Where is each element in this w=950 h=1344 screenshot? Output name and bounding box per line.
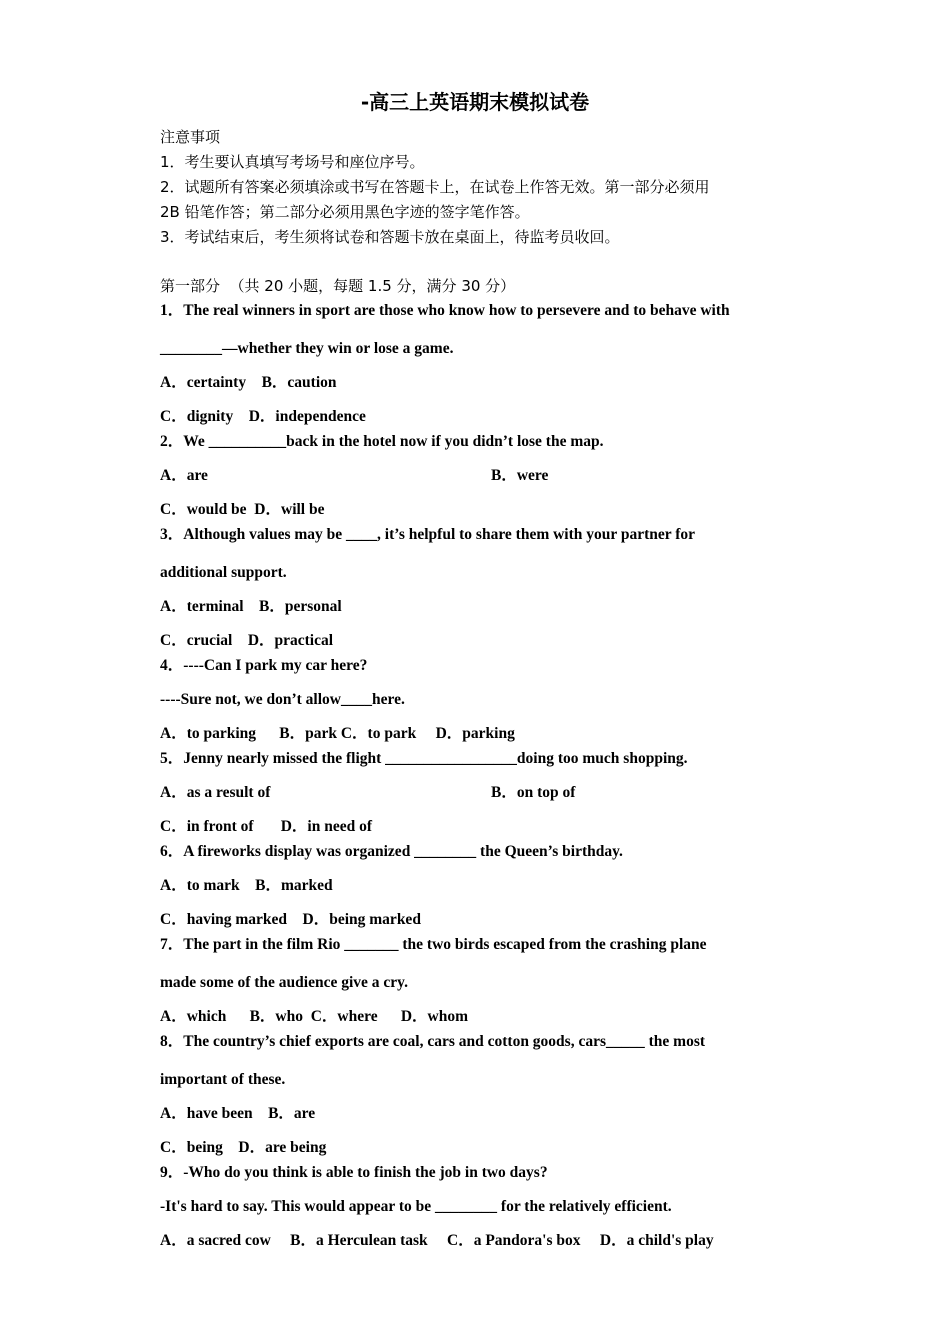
question-4-options: A．to parking B．park C．to park D．parking	[160, 725, 515, 742]
notice-line-4: 3．考试结束后，考生须将试卷和答题卡放在桌面上，待监考员收回。	[160, 228, 620, 246]
question-6-options-cd: C．having marked D．being marked	[160, 911, 421, 928]
question-7-options: A．which B．who C．where D．whom	[160, 1008, 469, 1025]
question-2-option-b: B．were	[491, 467, 549, 484]
question-4-stem: 4．----Can I park my car here?	[160, 657, 368, 674]
question-2-stem: 2．We __________back in the hotel now if you didn’t lose the map.	[160, 433, 604, 450]
question-2-option-a: A．are	[160, 467, 208, 484]
question-5-stem: 5．Jenny nearly missed the flight _________________doing too much shopping.	[160, 750, 688, 767]
question-3-stem-cont: additional support.	[160, 564, 287, 581]
question-5-option-b: B．on top of	[491, 784, 576, 801]
question-1-options-ab: A．certainty B．caution	[160, 374, 337, 391]
question-8-options-ab: A．have been B．are	[160, 1105, 316, 1122]
question-7-stem-cont: made some of the audience give a cry.	[160, 974, 408, 991]
question-4-stem-cont: ----Sure not, we don’t allow____here.	[160, 691, 405, 708]
question-8-options-cd: C．being D．are being	[160, 1139, 327, 1156]
question-9-options: A．a sacred cow B．a Herculean task C．a Pandora's box D．a child's play	[160, 1232, 714, 1249]
section-heading: 第一部分 （共 20 小题，每题 1.5 分，满分 30 分）	[160, 277, 516, 295]
question-7-stem: 7．The part in the film Rio _______ the two birds escaped from the crashing plane	[160, 936, 707, 953]
question-3-options-cd: C．crucial D．practical	[160, 632, 334, 649]
notice-line-1: 1．考生要认真填写考场号和座位序号。	[160, 153, 425, 171]
question-5-options-cd: C．in front of D．in need of	[160, 818, 372, 835]
question-8-stem: 8．The country’s chief exports are coal, cars and cotton goods, cars_____ the most	[160, 1033, 706, 1050]
question-3-stem: 3．Although values may be ____, it’s helpful to share them with your partner for	[160, 526, 696, 543]
question-8-stem-cont: important of these.	[160, 1071, 286, 1088]
question-9-stem: 9．-Who do you think is able to finish the job in two days?	[160, 1164, 548, 1181]
question-6-options-ab: A．to mark B．marked	[160, 877, 333, 894]
question-1-stem-cont: ________—whether they win or lose a game.	[160, 340, 454, 357]
question-3-options-ab: A．terminal B．personal	[160, 598, 342, 615]
question-9-stem-cont: -It's hard to say. This would appear to be ________ for the relatively efficient.	[160, 1198, 672, 1215]
notice-line-3: 2B 铅笔作答；第二部分必须用黑色字迹的签字笔作答。	[160, 203, 530, 221]
question-1-stem: 1．The real winners in sport are those who know how to persevere and to behave with	[160, 302, 730, 319]
question-5-option-a: A．as a result of	[160, 784, 271, 801]
page-title: -高三上英语期末模拟试卷	[360, 90, 590, 114]
question-6-stem: 6．A fireworks display was organized ________ the Queen’s birthday.	[160, 843, 623, 860]
notice-heading: 注意事项	[160, 128, 221, 146]
question-2-options-cd: C．would be D．will be	[160, 501, 325, 518]
notice-line-2: 2．试题所有答案必须填涂或书写在答题卡上，在试卷上作答无效。第一部分必须用	[160, 178, 710, 196]
question-1-options-cd: C．dignity D．independence	[160, 408, 366, 425]
